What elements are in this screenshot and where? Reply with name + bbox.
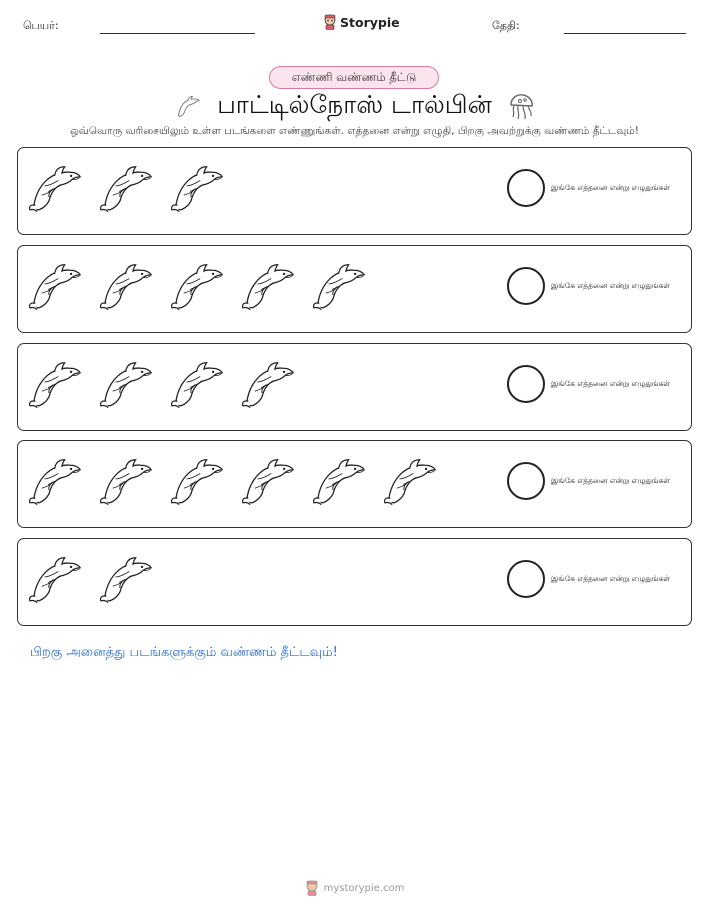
dolphin-icon[interactable] [241,451,296,515]
dolphin-icon[interactable] [170,158,225,222]
dolphin-icon[interactable] [241,354,296,418]
dolphin-icon[interactable] [383,451,438,515]
storypie-mascot-icon [323,14,337,30]
name-label: பெயர்: [23,19,59,32]
picture-group [28,451,438,515]
worksheet-header [0,14,709,38]
answer-prompt: இங்கே எத்தனை என்று எழுதுங்கள் [551,281,671,290]
name-line[interactable] [100,33,255,34]
dolphin-icon[interactable] [99,256,154,320]
counting-row [17,343,692,431]
title-row [0,88,709,124]
dolphin-icon[interactable] [170,354,225,418]
site-footer [0,880,709,896]
date-label: தேதி: [492,19,520,32]
counting-row [17,147,692,235]
picture-group [28,256,367,320]
dolphin-icon[interactable] [28,158,83,222]
picture-group [28,354,296,418]
dolphin-icon[interactable] [28,549,83,613]
dolphin-icon[interactable] [170,451,225,515]
dolphin-icon[interactable] [241,256,296,320]
dolphin-icon[interactable] [28,354,83,418]
footer-note: பிறகு அனைத்து படங்களுக்கும் வண்ணம் தீட்டவும்! [30,645,338,660]
answer-circle[interactable] [507,365,545,403]
dolphin-icon[interactable] [170,256,225,320]
answer-circle[interactable] [507,267,545,305]
instructions-text: ஒவ்வொரு வரிசையிலும் உள்ள படங்களை எண்ணுங்கள். எத்தனை என்று எழுதி, பிறகு அவற்றுக்கு வண்ணம் தீட்டவும்! [70,125,639,137]
dolphin-icon[interactable] [28,451,83,515]
dolphin-icon[interactable] [99,158,154,222]
site-url[interactable]: mystorypie.com [323,882,405,894]
answer-prompt: இங்கே எத்தனை என்று எழுதுங்கள் [551,183,671,192]
activity-badge: எண்ணி வண்ணம் தீட்டு [269,66,439,89]
answer-prompt: இங்கே எத்தனை என்று எழுதுங்கள் [551,476,671,485]
storypie-mascot-icon [305,880,319,896]
answer-circle[interactable] [507,462,545,500]
dolphin-icon[interactable] [99,354,154,418]
answer-prompt: இங்கே எத்தனை என்று எழுதுங்கள் [551,574,671,583]
dolphin-icon[interactable] [28,256,83,320]
counting-row [17,245,692,333]
date-line[interactable] [564,33,686,34]
jellyfish-icon [506,91,536,121]
answer-prompt: இங்கே எத்தனை என்று எழுதுங்கள் [551,379,671,388]
picture-group [28,549,154,613]
dolphin-icon[interactable] [99,549,154,613]
brand-name: Storypie [340,14,400,30]
brand-logo [323,14,400,30]
counting-row [17,538,692,626]
answer-circle[interactable] [507,169,545,207]
dolphin-icon[interactable] [99,451,154,515]
answer-circle[interactable] [507,560,545,598]
dolphin-icon [173,93,203,119]
counting-row [17,440,692,528]
dolphin-icon[interactable] [312,451,367,515]
page-title: பாட்டில்நோஸ் டால்பின் [217,89,492,119]
dolphin-icon[interactable] [312,256,367,320]
picture-group [28,158,225,222]
